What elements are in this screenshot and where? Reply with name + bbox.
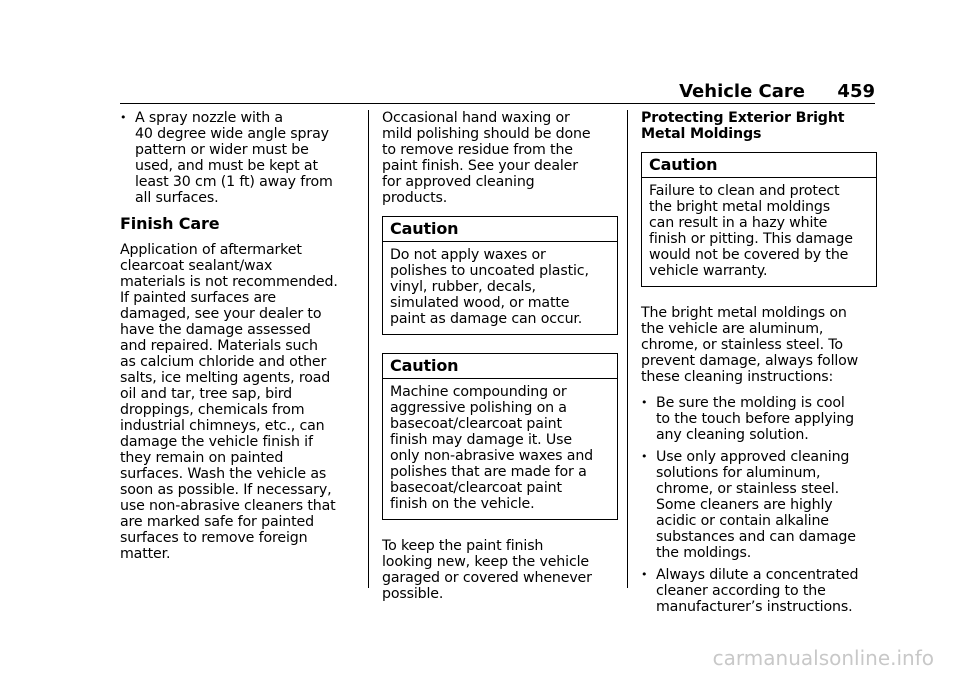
text-line: chrome, or stainless steel. (656, 481, 839, 497)
text-line: materials is not recommended. (120, 274, 338, 290)
text-line: soon as possible. If necessary, (120, 482, 332, 498)
text-line: cleaner according to the (656, 583, 826, 599)
column-2 (382, 110, 618, 612)
bullet-item (120, 110, 360, 206)
bullet-item (641, 449, 877, 561)
text-line: surfaces to remove foreign (120, 530, 308, 546)
header-title: Vehicle Care (679, 81, 805, 102)
text-line: finish on the vehicle. (390, 496, 535, 512)
text-line: the vehicle are aluminum, (641, 321, 824, 337)
text-line: garaged or covered whenever (382, 570, 592, 586)
bullet-item (641, 395, 877, 443)
text-line: Do not apply waxes or (390, 247, 546, 263)
text-line: any cleaning solution. (656, 427, 809, 443)
text-line: and repaired. Materials such (120, 338, 318, 354)
text-line: to the touch before applying (656, 411, 855, 427)
text-line: chrome, or stainless steel. To (641, 337, 843, 353)
text-line: substances and can damage (656, 529, 856, 545)
text-line: only non-abrasive waxes and (390, 448, 594, 464)
bullet-text (656, 567, 877, 615)
text-line: all surfaces. (135, 190, 219, 206)
column-divider (368, 110, 369, 588)
text-line: they remain on painted (120, 450, 284, 466)
text-line: Be sure the molding is cool (656, 395, 845, 411)
column-3 (641, 110, 877, 621)
text-line: damaged, see your dealer to (120, 306, 322, 322)
bullet-item (641, 567, 877, 615)
text-line: finish may damage it. Use (390, 432, 572, 448)
text-line: Use only approved cleaning (656, 449, 850, 465)
text-line: Always dilute a concentrated (656, 567, 859, 583)
bullet-text (135, 110, 360, 206)
text-line: Some cleaners are highly (656, 497, 833, 513)
caution-box-waxes (382, 216, 618, 335)
text-line: solutions for aluminum, (656, 465, 821, 481)
heading-line: Metal Moldings (641, 126, 762, 142)
page-number: 459 (837, 81, 875, 102)
text-line: paint finish. See your dealer (382, 158, 578, 174)
caution-title: Caution (642, 153, 876, 178)
caution-box-moldings (641, 152, 877, 287)
text-line: salts, ice melting agents, road (120, 370, 331, 386)
text-line: damage the vehicle finish if (120, 434, 313, 450)
text-line: 40 degree wide angle spray (135, 126, 329, 142)
watermark-text: carmanualsonline.info (712, 646, 934, 670)
caution-title: Caution (383, 354, 617, 379)
paragraph (120, 242, 360, 562)
text-line: Failure to clean and protect (649, 183, 840, 199)
text-line: vinyl, rubber, decals, (390, 279, 536, 295)
text-line: oil and tar, tree sap, bird (120, 386, 293, 402)
text-line: have the damage assessed (120, 322, 311, 338)
column-divider (627, 110, 628, 588)
text-line: manufacturer’s instructions. (656, 599, 853, 615)
text-line: clearcoat sealant/wax (120, 258, 273, 274)
text-line: products. (382, 190, 448, 206)
text-line: least 30 cm (1 ft) away from (135, 174, 333, 190)
text-line: looking new, keep the vehicle (382, 554, 589, 570)
caution-body (383, 379, 617, 519)
paragraph (641, 305, 877, 385)
bullet-text (656, 449, 877, 561)
column-1 (120, 110, 360, 572)
caution-body (383, 242, 617, 334)
text-line: simulated wood, or matte (390, 295, 570, 311)
text-line: polishes to uncoated plastic, (390, 263, 589, 279)
text-line: used, and must be kept at (135, 158, 318, 174)
section-heading-finish-care: Finish Care (120, 214, 220, 233)
text-line: aggressive polishing on a (390, 400, 567, 416)
text-line: industrial chimneys, etc., can (120, 418, 325, 434)
text-line: basecoat/clearcoat paint (390, 416, 562, 432)
text-line: surfaces. Wash the vehicle as (120, 466, 327, 482)
text-line: possible. (382, 586, 444, 602)
text-line: for approved cleaning (382, 174, 535, 190)
text-line: Machine compounding or (390, 384, 567, 400)
page-header (120, 81, 875, 105)
bullet-icon: • (641, 396, 648, 409)
text-line: To keep the paint finish (382, 538, 544, 554)
text-line: If painted surfaces are (120, 290, 276, 306)
text-line: matter. (120, 546, 171, 562)
section-heading-bright-metal-moldings (641, 110, 877, 142)
text-line: polishes that are made for a (390, 464, 587, 480)
text-line: prevent damage, always follow (641, 353, 859, 369)
text-line: pattern or wider must be (135, 142, 309, 158)
text-line: paint as damage can occur. (390, 311, 583, 327)
caution-body (642, 178, 876, 286)
text-line: the bright metal moldings (649, 199, 830, 215)
text-line: droppings, chemicals from (120, 402, 305, 418)
paragraph (382, 538, 618, 602)
bullet-icon: • (641, 568, 648, 581)
text-line: use non-abrasive cleaners that (120, 498, 336, 514)
text-line: Application of aftermarket (120, 242, 302, 258)
text-line: finish or pitting. This damage (649, 231, 853, 247)
heading-line: Protecting Exterior Bright (641, 110, 845, 126)
bullet-text (656, 395, 877, 443)
caution-box-compounding (382, 353, 618, 520)
bullet-icon: • (641, 450, 648, 463)
text-line: The bright metal moldings on (641, 305, 847, 321)
text-line: would not be covered by the (649, 247, 849, 263)
text-line: mild polishing should be done (382, 126, 591, 142)
text-line: vehicle warranty. (649, 263, 768, 279)
text-line: are marked safe for painted (120, 514, 314, 530)
caution-title: Caution (383, 217, 617, 242)
text-line: acidic or contain alkaline (656, 513, 829, 529)
paragraph (382, 110, 618, 206)
text-line: these cleaning instructions: (641, 369, 834, 385)
text-line: can result in a hazy white (649, 215, 828, 231)
text-line: to remove residue from the (382, 142, 573, 158)
text-line: as calcium chloride and other (120, 354, 327, 370)
text-line: Occasional hand waxing or (382, 110, 570, 126)
bullet-icon: • (120, 111, 127, 124)
text-line: the moldings. (656, 545, 752, 561)
text-line: A spray nozzle with a (135, 110, 283, 126)
text-line: basecoat/clearcoat paint (390, 480, 562, 496)
header-rule (120, 103, 875, 104)
